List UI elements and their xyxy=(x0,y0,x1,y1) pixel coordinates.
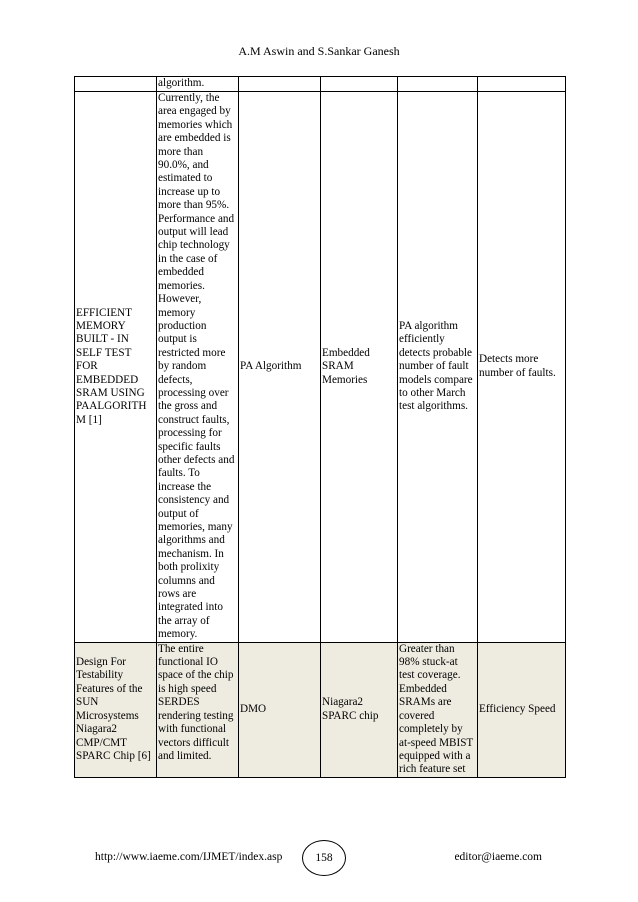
table-cell-target: Embedded SRAM Memories xyxy=(321,92,398,643)
table-cell-result: Greater than 98% stuck-at test coverage. Embedded SRAMs are covered completely by at-speed MBIST equipped with a rich feature set xyxy=(398,642,478,777)
table-row xyxy=(75,642,566,777)
table-cell-title: EFFICIENT MEMORY BUILT - IN SELF TEST FOR EMBEDDED SRAM USING PAALGORITH M [1] xyxy=(75,92,157,643)
contact-email: editor@iaeme.com xyxy=(454,851,542,863)
table-cell-result: PA algorithm efficiently detects probable number of fault models compare to other March test algorithms. xyxy=(398,92,478,643)
journal-url: http://www.iaeme.com/IJMET/index.asp xyxy=(95,851,283,863)
table-cell-title: Design For Testability Features of the SUN Microsystems Niagara2 CMP/CMT SPARC Chip [6] xyxy=(75,642,157,777)
table-cell-target: Niagara2 SPARC chip xyxy=(321,642,398,777)
table-cell-benefit: Efficiency Speed xyxy=(478,642,566,777)
page-footer xyxy=(0,840,638,876)
table-cell-technique xyxy=(239,77,321,92)
table-cell-title xyxy=(75,77,157,92)
table-cell-description: The entire functional IO space of the chip is high speed SERDES rendering testing with functional vectors difficult and limited. xyxy=(157,642,239,777)
table-cell-benefit: Detects more number of faults. xyxy=(478,92,566,643)
running-header: A.M Aswin and S.Sankar Ganesh xyxy=(238,44,400,58)
table-cell-description: algorithm. xyxy=(157,77,239,92)
page-number: 158 xyxy=(302,840,346,876)
table-cell-description: Currently, the area engaged by memories which are embedded is more than 90.0%, and estimated to increase up to more than 95%. Performance and output will lead chip technology in the case of embedded memories. However, memory production output is restricted more by random defects, processing over the gross and construct faults, processing for specific faults other defects and faults. To increase the consistency and output of memories, many algorithms and mechanism. In both prolixity columns and rows are integrated into the array of memory. xyxy=(157,92,239,643)
table-cell-technique: PA Algorithm xyxy=(239,92,321,643)
table-row xyxy=(75,92,566,643)
table-cell-technique: DMO xyxy=(239,642,321,777)
table-row xyxy=(75,77,566,92)
literature-survey-table xyxy=(74,76,566,778)
table-cell-target xyxy=(321,77,398,92)
table-cell-result xyxy=(398,77,478,92)
table-cell-benefit xyxy=(478,77,566,92)
